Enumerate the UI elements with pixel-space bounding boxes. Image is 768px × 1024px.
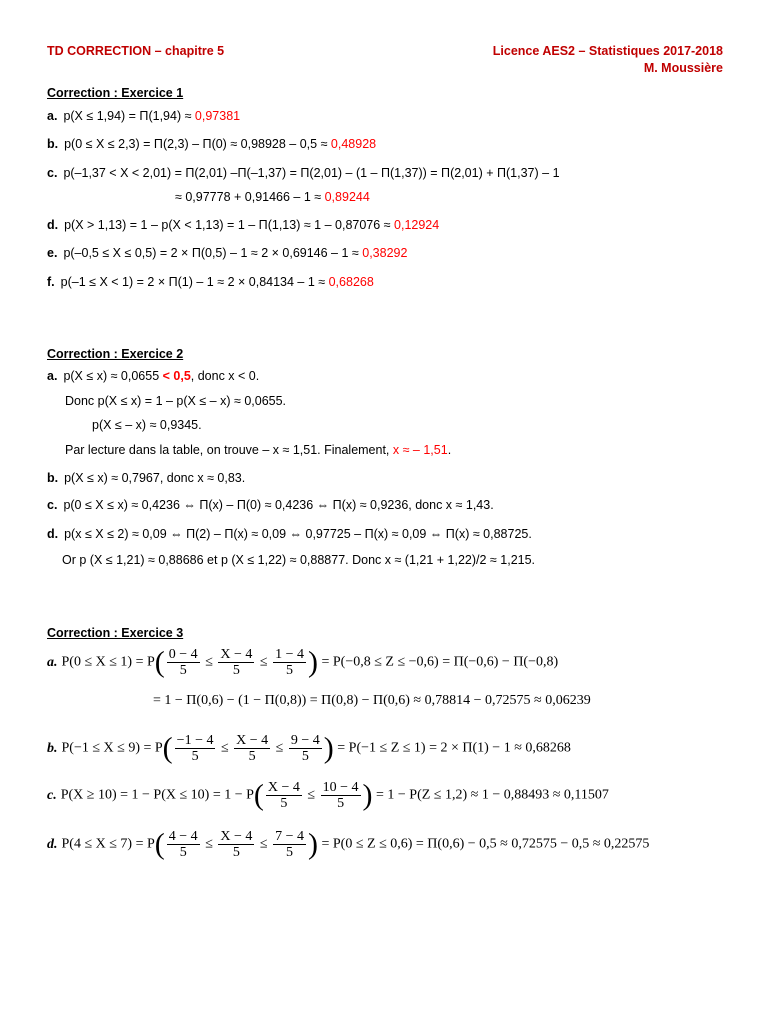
item-label: a. bbox=[47, 109, 58, 123]
denominator: 5 bbox=[232, 845, 240, 860]
item-label: d. bbox=[47, 836, 58, 852]
item-label: f. bbox=[47, 275, 55, 289]
ex2-b-text: p(X ≤ x) ≈ 0,7967, donc x ≈ 0,83. bbox=[64, 471, 246, 485]
ex3-d: d. P(4 ≤ X ≤ 7) = P( $\frac{4 - 4}{5}$ ≤ $\frac{X - 4}{5}$ ≤ $\frac{7 - 4}{5}$ ) = P(0 ≤ Z ≤ 0,6) = Π(0,6) − 0,5 ≈ 0,72575 − 0,5 ≈ 0,22575 bbox=[47, 827, 650, 861]
item-label: e. bbox=[47, 246, 58, 260]
left-paren: ( bbox=[253, 778, 264, 812]
numerator: X − 4 bbox=[220, 647, 253, 662]
numerator: 1 − 4 bbox=[275, 647, 304, 662]
ex1-b bbox=[47, 137, 376, 151]
item-label: d. bbox=[47, 527, 59, 541]
ex3-a: a. P(0 ≤ X ≤ 1) = P( $\frac{0 - 4}{5}$ ≤ $\frac{X - 4}{5}$ ≤ $\frac{1 - 4}{5}$ ) = P(−0,8 ≤ Z ≤ −0,6) = Π(−0,6) − Π(−0,8) bbox=[47, 645, 559, 679]
ex3-c-rest: = 1 − P(Z ≤ 1,2) ≈ 1 − 0,88493 ≈ 0,11507 bbox=[376, 787, 609, 803]
denominator: 5 bbox=[286, 663, 294, 678]
ex2-a4-text: Par lecture dans la table, on trouve – x ≈ 1,51. Finalement, bbox=[65, 443, 393, 457]
ex2-d-text: p(x ≤ X ≤ 2) ≈ 0,09 ⇔ Π(2) – Π(x) ≈ 0,09 ⇔ 0,97725 – Π(x) ≈ 0,09 ⇔ Π(x) ≈ 0,88725. bbox=[64, 527, 532, 541]
item-label: b. bbox=[47, 740, 58, 756]
ex2-b bbox=[47, 471, 245, 485]
ex1-a-answer: 0,97381 bbox=[194, 109, 241, 123]
ex2-d bbox=[47, 527, 532, 541]
ex1-a-text: p(X ≤ 1,94) = Π(1,94) ≈ bbox=[63, 109, 195, 123]
doc-author: M. Moussière bbox=[643, 61, 723, 75]
fraction bbox=[273, 829, 306, 860]
numerator: X − 4 bbox=[236, 733, 269, 748]
item-label: a. bbox=[47, 369, 58, 383]
denominator: 5 bbox=[286, 845, 294, 860]
denominator: 5 bbox=[301, 749, 309, 764]
numerator: 7 − 4 bbox=[275, 829, 304, 844]
fraction bbox=[167, 829, 200, 860]
left-paren: ( bbox=[162, 731, 173, 765]
denominator: 5 bbox=[232, 663, 240, 678]
ex2-c bbox=[47, 498, 494, 512]
denominator: 5 bbox=[337, 796, 345, 811]
ex2-a bbox=[47, 369, 259, 383]
ex1-a bbox=[47, 109, 240, 123]
ex1-f-answer: 0,68268 bbox=[328, 275, 374, 289]
ex3-b: b. P(−1 ≤ X ≤ 9) = P( $\frac{-1 - 4}{5}$ ≤ $\frac{X - 4}{5}$ ≤ $\frac{9 - 4}{5}$ ) = P(−1 ≤ Z ≤ 1) = 2 × Π(1) − 1 ≈ 0,68268 bbox=[47, 731, 571, 765]
numerator: 10 − 4 bbox=[322, 780, 359, 795]
ex3-title: Correction : Exercice 3 bbox=[47, 626, 184, 640]
item-label: a. bbox=[47, 654, 58, 670]
ex3-d-lhs: P(4 ≤ X ≤ 7) = P bbox=[61, 836, 155, 852]
ex2-a4-end: . bbox=[447, 443, 452, 457]
ex1-e bbox=[47, 246, 407, 260]
ex1-c-text: p(–1,37 < X < 2,01) = Π(2,01) –Π(–1,37) = Π(2,01) – (1 – Π(1,37)) = Π(2,01) + Π(1,37) – 1 bbox=[63, 166, 560, 180]
ex1-f-text: p(–1 ≤ X < 1) = 2 × Π(1) – 1 ≈ 2 × 0,84134 – 1 ≈ bbox=[60, 275, 329, 289]
ex2-a-line2: Donc p(X ≤ x) = 1 – p(X ≤ – x) ≈ 0,0655. bbox=[65, 394, 287, 408]
ex2-a4-answer: x ≈ – 1,51 bbox=[392, 443, 448, 457]
right-paren: ) bbox=[307, 645, 318, 679]
ex1-e-answer: 0,38292 bbox=[362, 246, 408, 260]
ex1-c-text2: ≈ 0,97778 + 0,91466 – 1 ≈ bbox=[175, 190, 325, 204]
denominator: 5 bbox=[179, 663, 187, 678]
item-label: c. bbox=[47, 166, 58, 180]
fraction bbox=[273, 647, 306, 678]
denominator: 5 bbox=[191, 749, 199, 764]
ex2-c-text: p(0 ≤ X ≤ x) ≈ 0,4236 ⇔ Π(x) – Π(0) ≈ 0,4236 ⇔ Π(x) ≈ 0,9236, donc x ≈ 1,43. bbox=[63, 498, 494, 512]
ex2-a-text: p(X ≤ x) ≈ 0,0655 bbox=[63, 369, 163, 383]
ex2-a-text-end: , donc x < 0. bbox=[190, 369, 260, 383]
ex3-d-rest: = P(0 ≤ Z ≤ 0,6) = Π(0,6) − 0,5 ≈ 0,72575 − 0,5 ≈ 0,22575 bbox=[321, 836, 650, 852]
doc-header-right: Licence AES2 – Statistiques 2017-2018 bbox=[492, 44, 723, 58]
fraction bbox=[218, 829, 254, 860]
right-paren: ) bbox=[362, 778, 373, 812]
doc-header-left: TD CORRECTION – chapitre 5 bbox=[47, 44, 225, 58]
numerator: X − 4 bbox=[267, 780, 300, 795]
ex1-f bbox=[47, 275, 374, 289]
ex1-c-answer: 0,89244 bbox=[324, 190, 370, 204]
left-paren: ( bbox=[154, 645, 165, 679]
numerator: 4 − 4 bbox=[168, 829, 198, 844]
ex1-title: Correction : Exercice 1 bbox=[47, 86, 184, 100]
right-paren: ) bbox=[323, 731, 334, 765]
item-label: c. bbox=[47, 498, 58, 512]
fraction bbox=[321, 780, 361, 811]
ex1-e-text: p(–0,5 ≤ X ≤ 0,5) = 2 × Π(0,5) – 1 ≈ 2 × 0,69146 – 1 ≈ bbox=[63, 246, 363, 260]
ex3-a-rest: = P(−0,8 ≤ Z ≤ −0,6) = Π(−0,6) − Π(−0,8) bbox=[321, 654, 559, 670]
ex2-title: Correction : Exercice 2 bbox=[47, 347, 184, 361]
ex1-c-line2 bbox=[175, 190, 370, 204]
ex3-b-lhs: P(−1 ≤ X ≤ 9) = P bbox=[61, 740, 163, 756]
fraction bbox=[234, 733, 270, 764]
ex3-c-lhs: P(X ≥ 10) = 1 − P(X ≤ 10) = 1 − P bbox=[60, 787, 254, 803]
numerator: 9 − 4 bbox=[290, 733, 320, 748]
numerator: 0 − 4 bbox=[168, 647, 198, 662]
ex1-d-text: p(X > 1,13) = 1 – p(X < 1,13) = 1 – Π(1,13) ≈ 1 – 0,87076 ≈ bbox=[64, 218, 395, 232]
item-label: b. bbox=[47, 137, 59, 151]
fraction bbox=[175, 733, 216, 764]
denominator: 5 bbox=[280, 796, 288, 811]
ex1-b-text: p(0 ≤ X ≤ 2,3) = Π(2,3) – Π(0) ≈ 0,98928 – 0,5 ≈ bbox=[64, 137, 331, 151]
ex1-b-answer: 0,48928 bbox=[330, 137, 377, 151]
ex3-a-line2: = 1 − Π(0,6) − (1 − Π(0,8)) = Π(0,8) − Π(0,6) ≈ 0,78814 − 0,72575 ≈ 0,06239 bbox=[153, 693, 591, 708]
item-label: d. bbox=[47, 218, 59, 232]
ex3-c: c. P(X ≥ 10) = 1 − P(X ≤ 10) = 1 − P( $\frac{X - 4}{5}$ ≤ $\frac{10 - 4}{5}$ ) = 1 − P(Z ≤ 1,2) ≈ 1 − 0,88493 ≈ 0,11507 bbox=[47, 778, 609, 812]
denominator: 5 bbox=[179, 845, 187, 860]
fraction bbox=[266, 780, 302, 811]
numerator: −1 − 4 bbox=[176, 733, 214, 748]
ex3-b-rest: = P(−1 ≤ Z ≤ 1) = 2 × Π(1) − 1 ≈ 0,68268 bbox=[337, 740, 571, 756]
ex2-a-highlight: < 0,5 bbox=[162, 369, 191, 383]
item-label: c. bbox=[47, 787, 57, 803]
right-paren: ) bbox=[307, 827, 318, 861]
item-label: b. bbox=[47, 471, 59, 485]
fraction bbox=[167, 647, 200, 678]
left-paren: ( bbox=[154, 827, 165, 861]
numerator: X − 4 bbox=[220, 829, 253, 844]
fraction bbox=[289, 733, 322, 764]
ex2-d-line2: Or p (X ≤ 1,21) ≈ 0,88686 et p (X ≤ 1,22) ≈ 0,88877. Donc x ≈ (1,21 + 1,22)/2 ≈ 1,215. bbox=[62, 553, 536, 567]
ex2-a-line4 bbox=[65, 443, 451, 457]
denominator: 5 bbox=[248, 749, 256, 764]
ex1-c bbox=[47, 166, 560, 180]
ex3-a-lhs: P(0 ≤ X ≤ 1) = P bbox=[61, 654, 155, 670]
ex1-d bbox=[47, 218, 439, 232]
ex1-d-answer: 0,12924 bbox=[394, 218, 440, 232]
fraction bbox=[218, 647, 254, 678]
ex2-a-line3: p(X ≤ – x) ≈ 0,9345. bbox=[92, 418, 202, 432]
